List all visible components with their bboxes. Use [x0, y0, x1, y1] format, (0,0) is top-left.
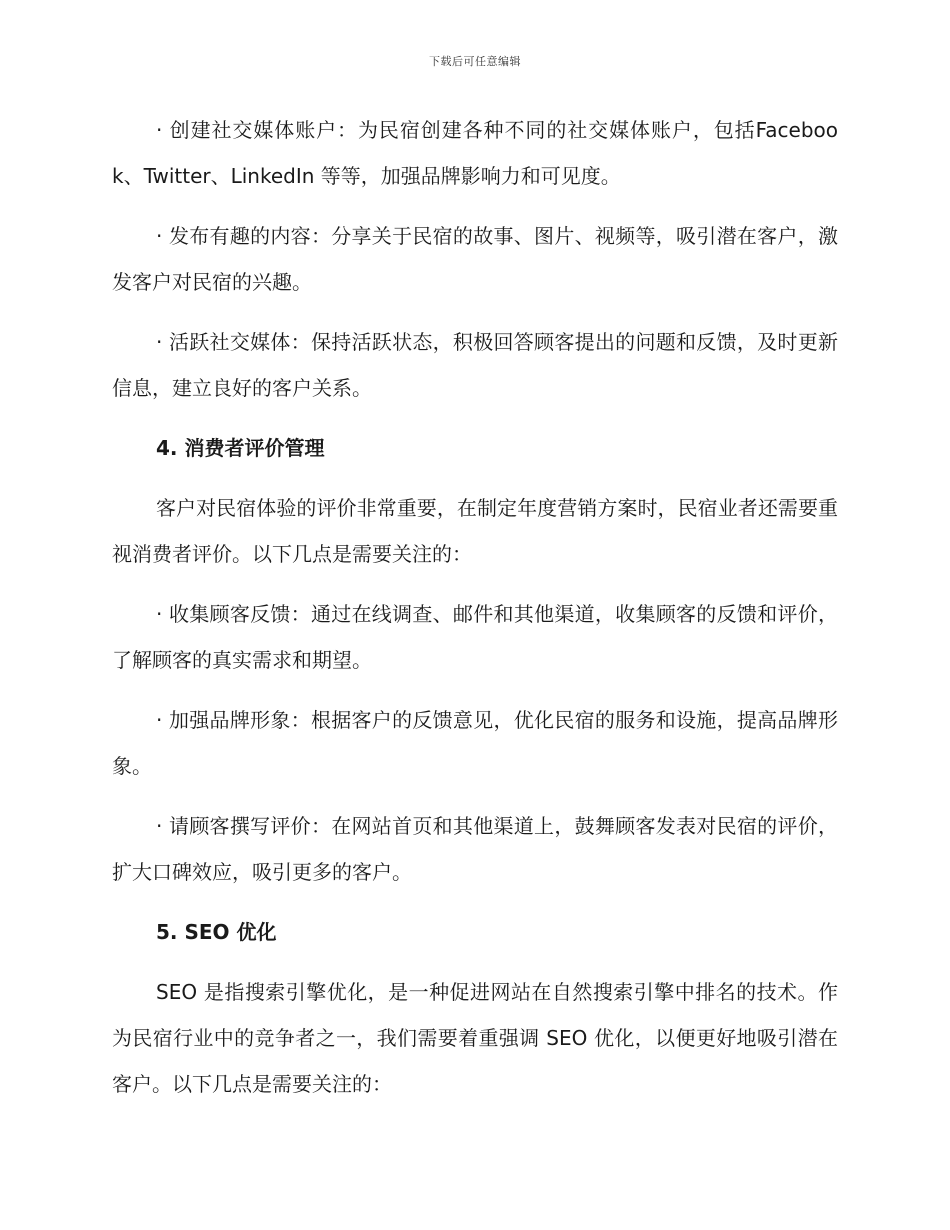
paragraph-brand-image: · 加强品牌形象：根据客户的反馈意见，优化民宿的服务和设施，提高品牌形象。 — [112, 708, 838, 778]
paragraph-collect-feedback: · 收集顾客反馈：通过在线调查、邮件和其他渠道，收集顾客的反馈和评价，了解顾客的真实需求和期望。 — [112, 602, 838, 672]
paragraph-seo-intro: SEO 是指搜索引擎优化，是一种促进网站在自然搜索引擎中排名的技术。作为民宿行业中的竞争者之一，我们需要着重强调 SEO 优化，以便更好地吸引潜在客户。以下几点是需要关注的： — [112, 980, 838, 1096]
section-heading-seo: 5. SEO 优化 — [156, 920, 277, 944]
paragraph-request-reviews: · 请顾客撰写评价：在网站首页和其他渠道上，鼓舞顾客发表对民宿的评价，扩大口碑效应，吸引更多的客户。 — [112, 814, 838, 884]
paragraph-publish-content: · 发布有趣的内容：分享关于民宿的故事、图片、视频等，吸引潜在客户，激发客户对民宿的兴趣。 — [112, 224, 838, 294]
section-heading-consumer-reviews: 4. 消费者评价管理 — [156, 436, 325, 460]
paragraph-reviews-intro: 客户对民宿体验的评价非常重要，在制定年度营销方案时，民宿业者还需要重视消费者评价。以下几点是需要关注的： — [112, 496, 838, 566]
document-body — [112, 107, 838, 1121]
paragraph-active-social-media: · 活跃社交媒体：保持活跃状态，积极回答顾客提出的问题和反馈，及时更新信息，建立良好的客户关系。 — [112, 330, 838, 400]
page-header: 下载后可任意编辑 — [429, 55, 521, 68]
paragraph-create-social-accounts: · 创建社交媒体账户：为民宿创建各种不同的社交媒体账户，包括Facebook、Twitter、LinkedIn 等等，加强品牌影响力和可见度。 — [112, 118, 838, 188]
